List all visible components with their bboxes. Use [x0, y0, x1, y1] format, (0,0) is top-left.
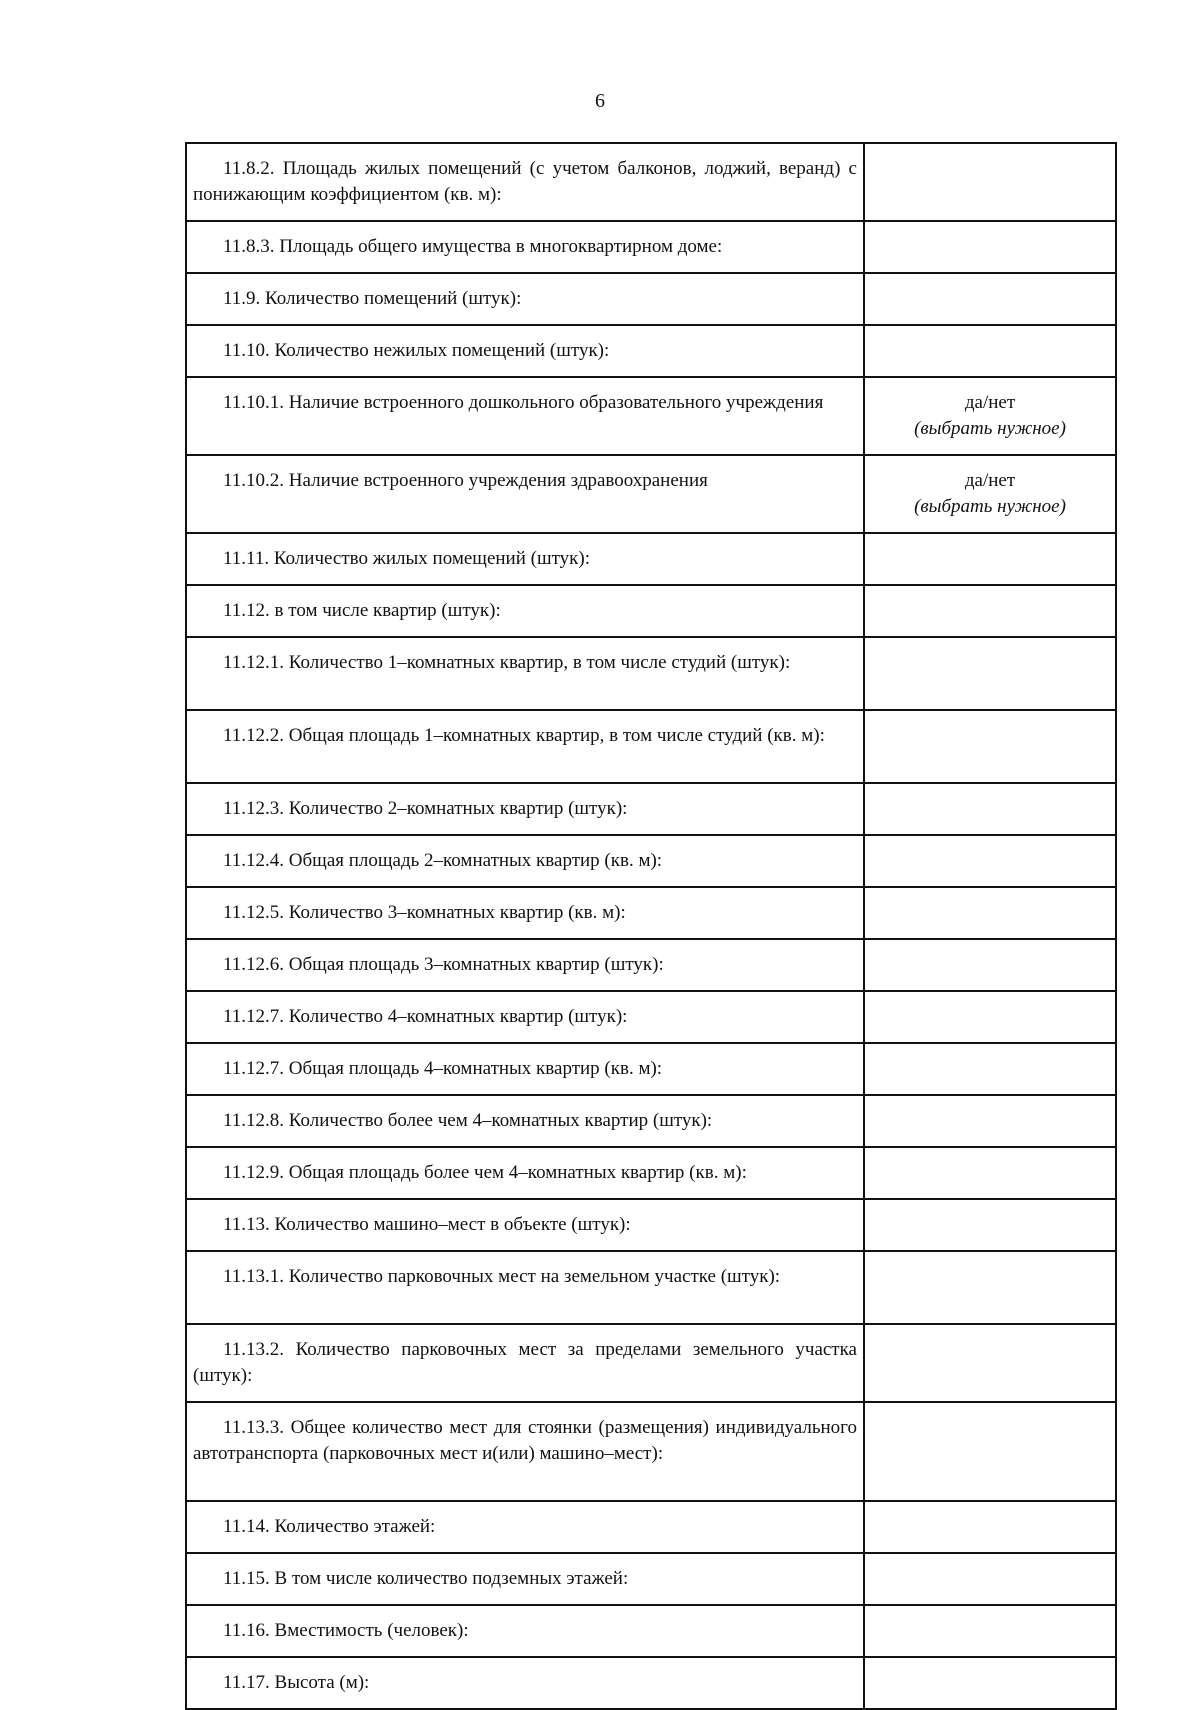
row-value-field[interactable] [864, 710, 1116, 783]
row-label: 11.13.2. Количество парковочных мест за пределами земельного участка (штук): [186, 1324, 864, 1402]
table-row [186, 835, 1116, 887]
row-value-field[interactable] [864, 783, 1116, 835]
row-value-field[interactable] [864, 143, 1116, 221]
choice-hint: (выбрать нужное) [914, 496, 1066, 517]
table-row [186, 377, 1116, 455]
row-value-field[interactable] [864, 1147, 1116, 1199]
row-label: 11.11. Количество жилых помещений (штук): [186, 533, 864, 585]
row-value-field[interactable] [864, 1043, 1116, 1095]
yes-no-choice[interactable] [864, 455, 1116, 533]
row-label: 11.15. В том числе количество подземных этажей: [186, 1553, 864, 1605]
table-row [186, 991, 1116, 1043]
row-label: 11.10. Количество нежилых помещений (штук): [186, 325, 864, 377]
row-value-field[interactable] [864, 585, 1116, 637]
table-row [186, 221, 1116, 273]
row-label: 11.12.5. Количество 3–комнатных квартир (кв. м): [186, 887, 864, 939]
row-value-field[interactable] [864, 887, 1116, 939]
table-row [186, 1553, 1116, 1605]
row-value-field[interactable] [864, 835, 1116, 887]
row-value-field[interactable] [864, 325, 1116, 377]
row-value-field[interactable] [864, 1501, 1116, 1553]
row-label: 11.12.1. Количество 1–комнатных квартир, в том числе студий (штук): [186, 637, 864, 710]
yes-no-choice[interactable] [864, 377, 1116, 455]
row-value-field[interactable] [864, 939, 1116, 991]
row-label: 11.16. Вместимость (человек): [186, 1605, 864, 1657]
row-value-field[interactable] [864, 1657, 1116, 1709]
row-value-field[interactable] [864, 1605, 1116, 1657]
row-value-field[interactable] [864, 1199, 1116, 1251]
form-table [185, 142, 1117, 1710]
table-row [186, 1501, 1116, 1553]
row-label: 11.12.7. Количество 4–комнатных квартир (штук): [186, 991, 864, 1043]
table-row [186, 1199, 1116, 1251]
table-row [186, 533, 1116, 585]
page-number: 6 [595, 90, 605, 112]
row-value-field[interactable] [864, 533, 1116, 585]
row-value-field[interactable] [864, 1402, 1116, 1501]
choice-options: да/нет [964, 392, 1016, 413]
table-row [186, 783, 1116, 835]
row-label: 11.12.2. Общая площадь 1–комнатных квартир, в том числе студий (кв. м): [186, 710, 864, 783]
table-row [186, 1657, 1116, 1709]
row-label: 11.13.1. Количество парковочных мест на земельном участке (штук): [186, 1251, 864, 1324]
row-value-field[interactable] [864, 991, 1116, 1043]
table-row [186, 273, 1116, 325]
table-row [186, 939, 1116, 991]
table-row [186, 143, 1116, 221]
table-row [186, 1095, 1116, 1147]
row-label: 11.8.3. Площадь общего имущества в многоквартирном доме: [186, 221, 864, 273]
row-label: 11.12.9. Общая площадь более чем 4–комнатных квартир (кв. м): [186, 1147, 864, 1199]
table-row [186, 710, 1116, 783]
row-label: 11.12.3. Количество 2–комнатных квартир (штук): [186, 783, 864, 835]
row-value-field[interactable] [864, 273, 1116, 325]
row-label: 11.10.2. Наличие встроенного учреждения здравоохранения [186, 455, 864, 533]
row-label: 11.12.4. Общая площадь 2–комнатных квартир (кв. м): [186, 835, 864, 887]
row-label: 11.17. Высота (м): [186, 1657, 864, 1709]
row-label: 11.12.8. Количество более чем 4–комнатных квартир (штук): [186, 1095, 864, 1147]
table-row [186, 1251, 1116, 1324]
row-label: 11.10.1. Наличие встроенного дошкольного образовательного учреждения [186, 377, 864, 455]
row-label: 11.12.7. Общая площадь 4–комнатных квартир (кв. м): [186, 1043, 864, 1095]
choice-options: да/нет [964, 470, 1016, 491]
table-row [186, 455, 1116, 533]
row-value-field[interactable] [864, 221, 1116, 273]
row-label: 11.12.6. Общая площадь 3–комнатных квартир (штук): [186, 939, 864, 991]
row-label: 11.8.2. Площадь жилых помещений (с учетом балконов, лоджий, веранд) с понижающим коэффициентом (кв. м): [186, 143, 864, 221]
choice-hint: (выбрать нужное) [914, 418, 1066, 439]
table-row [186, 637, 1116, 710]
table-row [186, 1402, 1116, 1501]
row-label: 11.14. Количество этажей: [186, 1501, 864, 1553]
table-row [186, 585, 1116, 637]
row-value-field[interactable] [864, 1553, 1116, 1605]
table-row [186, 1324, 1116, 1402]
row-label: 11.9. Количество помещений (штук): [186, 273, 864, 325]
row-value-field[interactable] [864, 637, 1116, 710]
row-label: 11.13. Количество машино–мест в объекте (штук): [186, 1199, 864, 1251]
table-row [186, 1043, 1116, 1095]
row-value-field[interactable] [864, 1095, 1116, 1147]
table-row [186, 1605, 1116, 1657]
row-value-field[interactable] [864, 1324, 1116, 1402]
row-value-field[interactable] [864, 1251, 1116, 1324]
row-label: 11.13.3. Общее количество мест для стоянки (размещения) индивидуального автотранспорта (парковочных мест и(или) машино–мест): [186, 1402, 864, 1501]
table-row [186, 1147, 1116, 1199]
table-row [186, 887, 1116, 939]
table-row [186, 325, 1116, 377]
row-label: 11.12. в том числе квартир (штук): [186, 585, 864, 637]
